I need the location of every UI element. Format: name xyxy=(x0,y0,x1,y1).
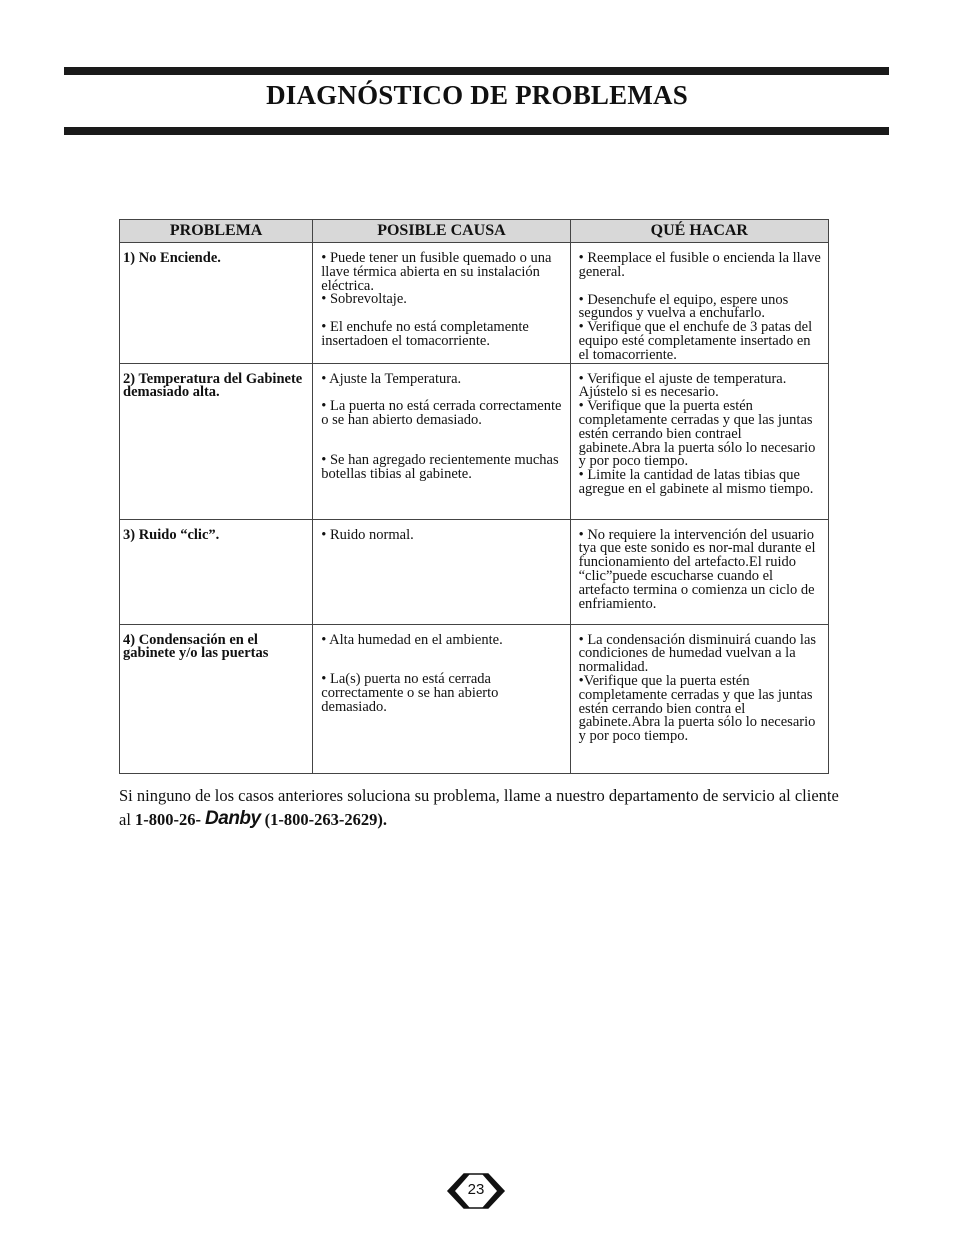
action-text: • Desenchufe el equipo, espere unos segundos y vuelva a enchufarlo. xyxy=(578,291,789,322)
cause-text: • La(s) puerta no está cerrada correctamente o se han abierto demasiado. xyxy=(321,671,499,715)
phone-number: (1-800-263-2629). xyxy=(264,810,387,829)
cause-cell xyxy=(313,363,570,519)
service-contact-note xyxy=(119,784,839,831)
cause-cell xyxy=(313,519,570,624)
action-cell xyxy=(570,624,828,773)
action-text: • No requiere la intervención del usuario tya que este sonido es nor-mal durante el funcionamiento del artefacto.El ruido “clic”puede escucharse cuando el artefacto termina o comienza un ciclo de enfriamiento. xyxy=(578,526,816,612)
action-text: •Verifique que la puerta estén completamente cerradas y que las juntas estén cerrando bien contra el gabinete.Abra la puerta sólo lo necesario y por poco tiempo. xyxy=(578,672,816,745)
action-text: • Limite la cantidad de latas tibias que agregue en el gabinete al mismo tiempo. xyxy=(578,467,814,497)
table-header-row xyxy=(120,220,829,243)
troubleshooting-table xyxy=(119,219,829,774)
page-number-badge xyxy=(446,1172,506,1210)
cause-text: • La puerta no está cerrada correctamente o se han abierto demasiado. xyxy=(321,398,562,429)
header-que-hacer: QUÉ HACAR xyxy=(570,220,828,243)
cause-text: • Ruido normal. xyxy=(321,526,414,543)
problem-cell: 2) Temperatura del Gabinete demasiado alta. xyxy=(120,363,313,519)
action-text: • Reemplace el fusible o encienda la llave general. xyxy=(578,250,821,280)
table-row xyxy=(120,519,829,624)
danby-logo: Danby xyxy=(205,808,261,829)
cause-text: • El enchufe no está completamente insertadoen el tomacorriente. xyxy=(321,319,529,349)
table-row xyxy=(120,624,829,773)
cause-text: • Sobrevoltaje. xyxy=(321,291,407,308)
cause-cell xyxy=(313,624,570,773)
action-cell xyxy=(570,519,828,624)
action-text: • Verifique que la puerta estén completamente cerradas y que las juntas estén cerrando bien contrael gabinete.Abra la puerta sólo lo necesario y por poco tiempo. xyxy=(578,398,816,470)
action-text: • Verifique el ajuste de temperatura. Ajústelo si es necesario. xyxy=(578,370,787,401)
header-problema: PROBLEMA xyxy=(120,220,313,243)
action-cell xyxy=(570,243,828,364)
top-rule xyxy=(64,67,889,75)
problem-cell: 3) Ruido “clic”. xyxy=(120,519,313,624)
table-row xyxy=(120,243,829,364)
table-row xyxy=(120,363,829,519)
cause-text: • Puede tener un fusible quemado o una llave térmica abierta en su instalación eléctrica. xyxy=(321,250,552,294)
cause-text: • Ajuste la Temperatura. xyxy=(321,370,462,387)
problem-cell: 1) No Enciende. xyxy=(120,243,313,364)
header-posible-causa: POSIBLE CAUSA xyxy=(313,220,570,243)
cause-text: • Alta humedad en el ambiente. xyxy=(321,631,503,648)
cause-cell xyxy=(313,243,570,364)
action-text: • La condensación disminuirá cuando las condiciones de humedad vuelvan a la normalidad. xyxy=(578,631,817,676)
problem-cell: 4) Condensación en el gabinete y/o las puertas xyxy=(120,624,313,773)
page-title: DIAGNÓSTICO DE PROBLEMAS xyxy=(266,80,688,110)
contact-text: Si ninguno de los casos anteriores soluciona su problema, llame a nuestro departamento de servicio al cliente al xyxy=(119,786,839,829)
action-cell xyxy=(570,363,828,519)
bottom-rule xyxy=(64,127,889,135)
action-text: • Verifique que el enchufe de 3 patas del equipo esté completamente insertado en el tomacorriente. xyxy=(578,319,813,363)
cause-text: • Se han agregado recientemente muchas botellas tibias al gabinete. xyxy=(321,451,559,482)
phone-prefix: 1-800-26- xyxy=(135,810,202,829)
page-number: 23 xyxy=(467,1181,485,1198)
